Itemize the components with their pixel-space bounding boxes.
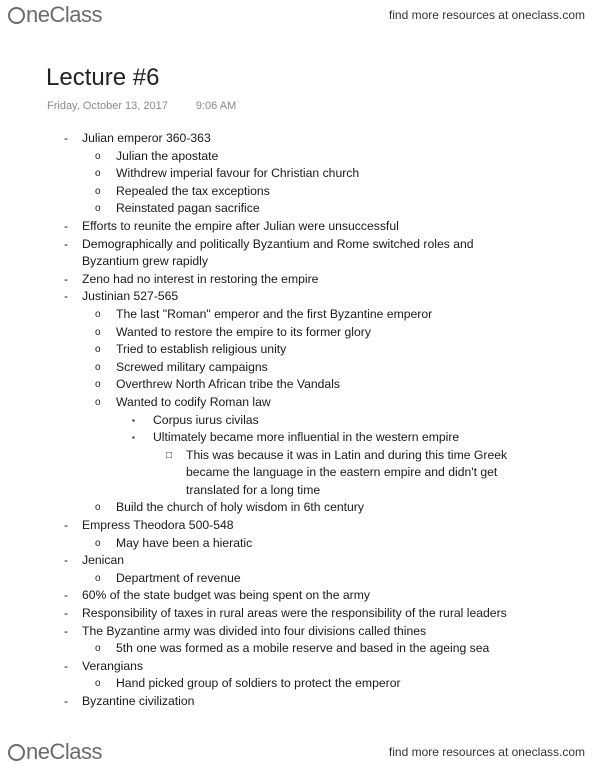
- bullet-l1-icon: -: [64, 658, 68, 673]
- note-item: [0, 253, 595, 271]
- bullet-l4-icon: □: [166, 449, 173, 461]
- oneclass-logo-top[interactable]: [8, 2, 102, 28]
- note-text: The Byzantine army was divided into four divisions called thines: [82, 623, 427, 638]
- bullet-l2-icon: o: [95, 396, 101, 408]
- bullet-l2-icon: o: [95, 150, 101, 162]
- bullet-l1-icon: -: [64, 694, 68, 708]
- note-text: Ultimately became more influential in the western empire: [153, 430, 460, 445]
- note-item: [0, 623, 595, 641]
- bullet-l1-icon: -: [64, 588, 68, 603]
- note-item: [0, 693, 595, 711]
- note-text: 60% of the state budget was being spent on the army: [82, 588, 370, 603]
- note-item: [0, 482, 595, 500]
- note-item: [0, 464, 595, 482]
- note-text: Department of revenue: [116, 570, 241, 585]
- note-text: Build the church of holy wisdom in 6th century: [116, 500, 364, 515]
- note-text: Hand picked group of soldiers to protect the emperor: [116, 676, 401, 691]
- oneclass-logo-bottom[interactable]: [8, 739, 102, 765]
- bullet-l2-icon: o: [95, 326, 101, 338]
- note-text: Julian the apostate: [116, 148, 219, 163]
- note-text: Tried to establish religious unity: [116, 342, 287, 357]
- note-text: Byzantine civilization: [82, 694, 195, 708]
- bullet-l1-icon: -: [64, 131, 68, 145]
- note-item: [0, 394, 595, 412]
- note-text: Wanted to restore the empire to its former glory: [116, 324, 371, 339]
- note-item: [0, 658, 595, 676]
- note-text: Responsibility of taxes in rural areas were the responsibility of the rural leaders: [82, 606, 507, 621]
- note-item: [0, 148, 595, 166]
- bullet-l2-icon: o: [95, 344, 101, 356]
- bullet-l1-icon: -: [64, 289, 68, 304]
- note-item: [0, 271, 595, 289]
- logo-ring-icon: [8, 7, 25, 24]
- bullet-l2-icon: o: [95, 308, 101, 320]
- bullet-l3-icon: ▪: [132, 415, 135, 425]
- note-text: Julian emperor 360-363: [82, 131, 211, 145]
- note-item: [0, 447, 595, 465]
- page-title: Lecture #6: [46, 64, 160, 91]
- bullet-l1-icon: -: [64, 623, 68, 638]
- note-item: [0, 376, 595, 394]
- note-item: [0, 587, 595, 605]
- note-item: [0, 570, 595, 588]
- bullet-l2-icon: o: [95, 643, 101, 655]
- note-item: [0, 218, 595, 236]
- logo-text: neClass: [26, 739, 102, 764]
- note-item: [0, 165, 595, 183]
- bullet-l2-icon: o: [95, 537, 101, 549]
- note-item: [0, 183, 595, 201]
- bullet-l2-icon: o: [95, 185, 101, 197]
- note-item: [0, 535, 595, 553]
- logo-text: neClass: [26, 2, 102, 27]
- resources-link-bottom[interactable]: find more resources at oneclass.com: [388, 745, 585, 759]
- note-item: [0, 412, 595, 430]
- note-item: [0, 341, 595, 359]
- bullet-l2-icon: o: [95, 572, 101, 584]
- note-item: [0, 552, 595, 570]
- resources-link-top[interactable]: find more resources at oneclass.com: [388, 8, 585, 22]
- note-text: Overthrew North African tribe the Vandals: [116, 377, 340, 392]
- note-text: 5th one was formed as a mobile reserve and based in the ageing sea: [116, 641, 490, 656]
- note-item: [0, 640, 595, 658]
- bullet-l1-icon: -: [64, 271, 68, 286]
- note-text: May have been a hieratic: [116, 535, 253, 550]
- note-item: [0, 517, 595, 535]
- note-text: Screwed military campaigns: [116, 359, 268, 374]
- note-text: Corpus iurus civilas: [153, 412, 259, 427]
- bullet-l1-icon: -: [64, 606, 68, 621]
- note-item: [0, 130, 595, 148]
- note-text: Wanted to codify Roman law: [116, 394, 271, 409]
- bullet-l1-icon: -: [64, 236, 68, 251]
- note-text: Reinstated pagan sacrifice: [116, 201, 260, 216]
- bullet-l1-icon: -: [64, 553, 68, 568]
- note-item: [0, 324, 595, 342]
- note-meta: [47, 100, 236, 112]
- note-text: translated for a long time: [186, 482, 321, 497]
- note-text: Withdrew imperial favour for Christian church: [116, 166, 360, 181]
- note-item: [0, 675, 595, 693]
- bullet-l1-icon: -: [64, 218, 68, 233]
- logo-ring-icon: [8, 744, 25, 761]
- note-time: 9:06 AM: [195, 100, 237, 112]
- bullet-l3-icon: ▪: [132, 433, 135, 443]
- note-text: Byzantium grew rapidly: [82, 254, 208, 269]
- note-item: [0, 499, 595, 517]
- note-text: Empress Theodora 500-548: [82, 518, 234, 533]
- note-text: became the language in the eastern empire and didn't get: [186, 465, 498, 480]
- note-item: [0, 288, 595, 306]
- note-text: Jenican: [82, 553, 125, 568]
- note-date: Friday, October 13, 2017: [47, 100, 168, 112]
- note-text: Verangians: [82, 658, 143, 673]
- bullet-l2-icon: o: [95, 203, 101, 215]
- note-item: [0, 605, 595, 623]
- note-item: [0, 200, 595, 218]
- note-item: [0, 359, 595, 377]
- bullet-l2-icon: o: [95, 168, 101, 180]
- bullet-l1-icon: -: [64, 518, 68, 533]
- note-text: Efforts to reunite the empire after Julian were unsuccessful: [82, 218, 399, 233]
- bullet-l2-icon: o: [95, 361, 101, 373]
- note-item: [0, 236, 595, 254]
- note-text: Zeno had no interest in restoring the empire: [82, 271, 319, 286]
- lecture-notes-list: [0, 130, 595, 711]
- note-text: Repealed the tax exceptions: [116, 183, 270, 198]
- note-item: [0, 306, 595, 324]
- bullet-l2-icon: o: [95, 678, 101, 690]
- note-item: [0, 429, 595, 447]
- note-text: The last "Roman" emperor and the first Byzantine emperor: [116, 306, 433, 321]
- bullet-l2-icon: o: [95, 502, 101, 514]
- note-text: Justinian 527-565: [82, 289, 179, 304]
- bullet-l2-icon: o: [95, 379, 101, 391]
- note-text: Demographically and politically Byzantium and Rome switched roles and: [82, 236, 474, 251]
- note-text: This was because it was in Latin and during this time Greek: [186, 447, 508, 462]
